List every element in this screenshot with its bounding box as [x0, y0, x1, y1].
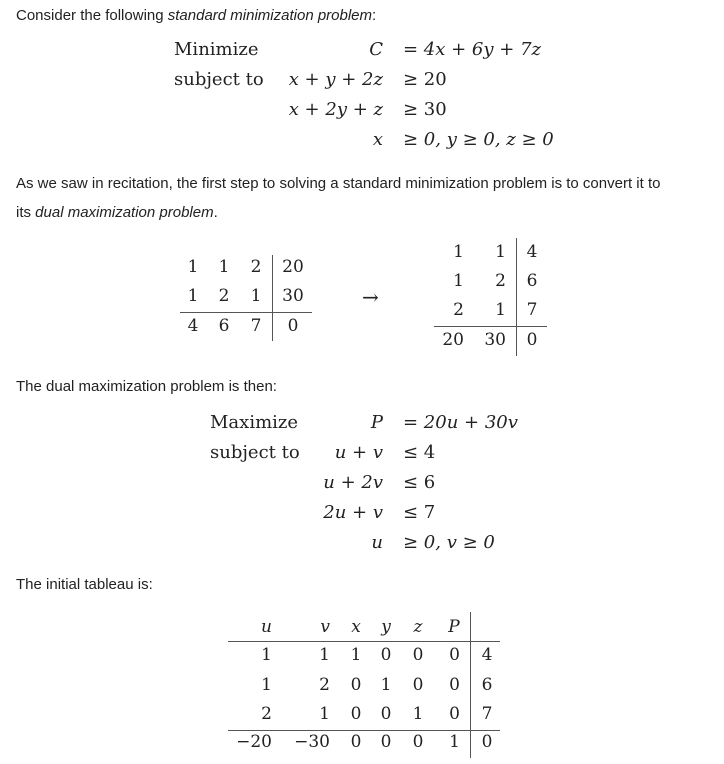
- primal-constraint-1-rhs: ≥ 20: [403, 69, 447, 90]
- tableau-cell: 0: [412, 675, 424, 695]
- matrix-left-horizontal-divider: [180, 312, 312, 313]
- tableau-header: z: [413, 617, 423, 637]
- matrix-right-cell: 1: [495, 242, 506, 262]
- tableau-cell: 0: [449, 675, 460, 695]
- matrix-right-horizontal-divider: [434, 326, 547, 327]
- tableau-cell: 1: [319, 645, 330, 665]
- matrix-left-cell: 2: [218, 286, 230, 306]
- matrix-right-cell: 30: [484, 330, 506, 350]
- intro-text: Consider the following: [16, 7, 168, 24]
- tableau-cell: −20: [236, 732, 272, 752]
- tableau-cell: 0: [412, 732, 424, 752]
- dual-objective-lhs: P: [370, 412, 383, 433]
- tableau-cell: 1: [319, 704, 330, 724]
- tableau-cell: 0: [350, 704, 362, 724]
- primal-minimize-keyword: Minimize: [174, 39, 259, 60]
- matrix-left-cell: 4: [187, 316, 199, 336]
- tableau-vertical-divider: [470, 612, 471, 758]
- tableau-cell: −30: [294, 732, 330, 752]
- recitation-emphasis: dual maximization problem: [35, 204, 214, 221]
- matrix-left-cell: 7: [250, 316, 262, 336]
- dual-objective-rhs: = 20u + 30v: [403, 412, 518, 433]
- dual-constraint-2-rhs: ≤ 6: [403, 472, 436, 493]
- tableau-cell: 2: [319, 675, 330, 695]
- dual-constraint-1-rhs: ≤ 4: [403, 442, 436, 463]
- matrix-left-cell: 30: [282, 286, 304, 306]
- tableau-cell: 4: [481, 645, 493, 665]
- tableau-header: u: [261, 617, 272, 637]
- tableau-cell: 0: [380, 704, 392, 724]
- matrix-right-cell: 1: [495, 300, 506, 320]
- dual-constraint-3-rhs: ≤ 7: [403, 502, 436, 523]
- recitation-suffix: .: [213, 204, 218, 221]
- matrix-left-cell: 2: [250, 257, 262, 277]
- matrix-right-vertical-divider: [516, 238, 517, 356]
- tableau-cell: 7: [481, 704, 493, 724]
- tableau-cell: 0: [481, 732, 493, 752]
- matrix-right-cell: 2: [495, 271, 506, 291]
- tableau-cell: 1: [449, 732, 460, 752]
- intro-suffix: :: [372, 7, 377, 24]
- transpose-arrow: →: [362, 285, 379, 309]
- dual-subject-to-keyword: subject to: [210, 442, 300, 463]
- dual-nonneg-rhs: ≥ 0, v ≥ 0: [403, 532, 495, 553]
- matrix-left-cell: 1: [218, 257, 230, 277]
- tableau-cell: 0: [449, 704, 460, 724]
- primal-subject-to-keyword: subject to: [174, 69, 264, 90]
- matrix-right-cell: 6: [526, 271, 538, 291]
- matrix-left-cell: 1: [187, 286, 199, 306]
- matrix-right-cell: 7: [526, 300, 538, 320]
- tableau-cell: 6: [481, 675, 493, 695]
- matrix-left-cell: 1: [250, 286, 262, 306]
- tableau-cell: 2: [261, 704, 272, 724]
- tableau-cell: 0: [380, 732, 392, 752]
- matrix-left-cell: 20: [282, 257, 304, 277]
- tableau-header: P: [448, 617, 460, 637]
- tableau-objective-divider: [228, 730, 500, 731]
- recitation-paragraph: [16, 169, 716, 227]
- intro-paragraph: [16, 1, 376, 30]
- matrix-left-cell: 1: [187, 257, 199, 277]
- matrix-left-vertical-divider: [272, 255, 273, 341]
- tableau-cell: 0: [412, 645, 424, 665]
- intro-emphasis: standard minimization problem: [167, 7, 373, 24]
- matrix-right-cell: 2: [453, 300, 464, 320]
- primal-constraint-1-lhs: x + y + 2z: [288, 69, 383, 90]
- dual-constraint-3-lhs: 2u + v: [323, 502, 383, 523]
- primal-objective-lhs: C: [369, 39, 383, 60]
- primal-nonneg-lhs: x: [372, 129, 383, 150]
- matrix-right-cell: 1: [453, 271, 464, 291]
- tableau-cell: 1: [380, 675, 392, 695]
- matrix-right-cell: 1: [453, 242, 464, 262]
- tableau-header: x: [351, 617, 361, 637]
- tableau-header: v: [320, 617, 330, 637]
- tableau-cell: 1: [350, 645, 362, 665]
- primal-constraint-2-rhs: ≥ 30: [403, 99, 447, 120]
- dual-intro-paragraph: The dual maximization problem is then:: [16, 378, 277, 395]
- tableau-intro-paragraph: The initial tableau is:: [16, 576, 153, 593]
- primal-constraint-2-lhs: x + 2y + z: [288, 99, 383, 120]
- matrix-left-cell: 0: [287, 316, 299, 336]
- dual-constraint-1-lhs: u + v: [334, 442, 383, 463]
- primal-nonneg-rhs: ≥ 0, y ≥ 0, z ≥ 0: [403, 129, 554, 150]
- recitation-line-2-prefix: its: [16, 204, 36, 221]
- tableau-header: y: [381, 617, 391, 637]
- tableau-header-divider: [228, 641, 500, 642]
- dual-constraint-2-lhs: u + 2v: [323, 472, 383, 493]
- dual-maximize-keyword: Maximize: [210, 412, 299, 433]
- primal-objective-rhs: = 4x + 6y + 7z: [403, 39, 542, 60]
- tableau-cell: 1: [261, 675, 272, 695]
- tableau-cell: 1: [261, 645, 272, 665]
- tableau-cell: 0: [380, 645, 392, 665]
- dual-nonneg-lhs: u: [371, 532, 383, 553]
- recitation-line-1: As we saw in recitation, the first step to solving a standard minimization problem is to convert it to: [16, 175, 661, 192]
- matrix-right-cell: 0: [526, 330, 538, 350]
- matrix-right-cell: 4: [526, 242, 538, 262]
- tableau-cell: 0: [449, 645, 460, 665]
- matrix-right-cell: 20: [442, 330, 464, 350]
- tableau-cell: 0: [350, 732, 362, 752]
- tableau-cell: 0: [350, 675, 362, 695]
- matrix-left-cell: 6: [218, 316, 230, 336]
- tableau-cell: 1: [412, 704, 424, 724]
